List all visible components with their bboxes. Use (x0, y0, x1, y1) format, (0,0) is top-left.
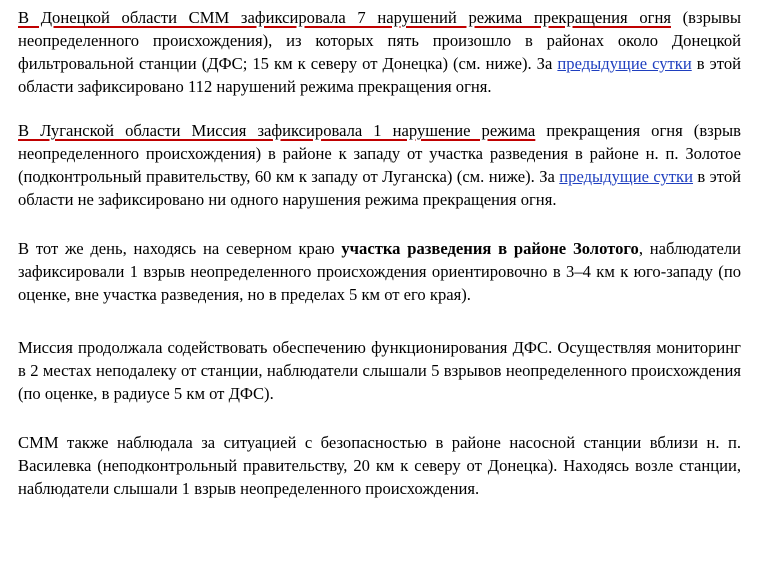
underlined-phrase: В Донецкой области СММ зафиксировала 7 нарушений режима прекращения огня (18, 8, 671, 27)
paragraph-text: (взрывы неопределенного происхождения), из которых пять произошло в районах около Донецкой фильтровальной станции (ДФС; 15 км к северу от Донецка) (см. ниже). За (18, 8, 742, 73)
previous-day-link[interactable]: предыдущие сутки (557, 54, 692, 73)
paragraph-text: прекращения огня (взрыв неопределенного происхождения) в районе к западу от участка разведения в районе н. п. Золотое (подконтрольный правительству, 60 км к западу от Луганска) (см. ниже). За (18, 121, 742, 186)
paragraph-dfs (18, 336, 741, 405)
paragraph-text: , наблюдатели зафиксировали 1 взрыв неопределенного происхождения ориентировочно в 3–4 км к юго-западу (по оценке, вне участка разведения, но в пределах 5 км от его края). (18, 239, 741, 304)
paragraph-text: В тот же день, находясь на северном краю (18, 239, 342, 258)
document-body (18, 6, 741, 500)
bold-phrase: участка разведения в районе Золотого (341, 239, 639, 258)
paragraph-text: СММ также наблюдала за ситуацией с безопасностью в районе насосной станции вблизи н. п. Василевка (неподконтрольный правительству, 20 км к северу от Донецка). Находясь возле станции, наблюдатели слышали 1 взрыв неопределенного происхождения. (18, 433, 741, 498)
underlined-phrase: В Луганской области Миссия зафиксировала 1 нарушение режима (18, 121, 536, 140)
paragraph-zolote (18, 237, 741, 306)
paragraph-text: Миссия продолжала содействовать обеспечению функционирования ДФС. Осуществляя мониторинг в 2 местах неподалеку от станции, наблюдатели слышали 5 взрывов неопределенного происхождения (по оценке, в радиусе 5 км от ДФС). (18, 338, 741, 403)
paragraph-luhansk (18, 119, 741, 211)
paragraph-text: в этой области не зафиксировано ни одного нарушения режима прекращения огня. (18, 167, 741, 209)
paragraph-vasylivka (18, 431, 741, 500)
paragraph-donetsk (18, 6, 741, 98)
paragraph-text: в этой области зафиксировано 112 нарушений режима прекращения огня. (18, 54, 741, 96)
previous-day-link[interactable]: предыдущие сутки (559, 167, 694, 186)
